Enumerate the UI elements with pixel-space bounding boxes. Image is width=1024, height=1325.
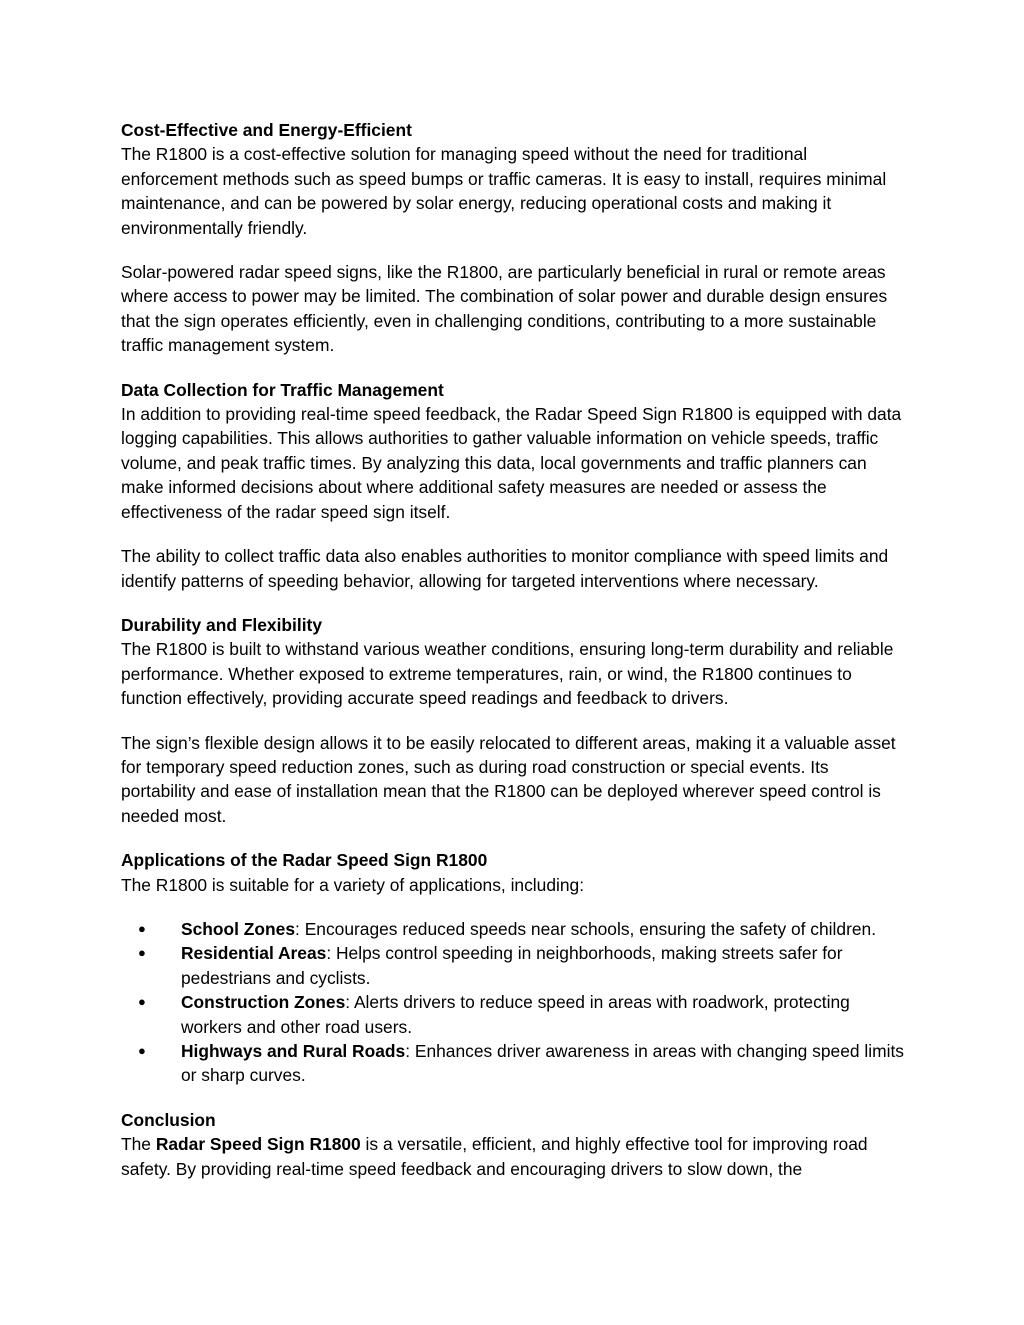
list-item-term: Residential Areas	[181, 943, 327, 964]
section-heading: Conclusion	[121, 1109, 216, 1130]
applications-list	[121, 917, 905, 1088]
list-item-term: School Zones	[181, 918, 296, 939]
paragraph-text: The R1800 is built to withstand various weather conditions, ensuring long-term durability and reliable performance. Whether exposed to extreme temperatures, rain, or wind, the R1800 continues to function effectively, providing accurate speed readings and feedback to drivers.	[121, 639, 894, 709]
list-item-desc: : Helps control speeding in neighborhoods, making streets safer for pedestrians and cyclists.	[181, 943, 843, 988]
list-item	[121, 1039, 905, 1088]
list-item-desc: : Enhances driver awareness in areas with changing speed limits or sharp curves.	[181, 1041, 904, 1086]
paragraph-text: The	[121, 1134, 156, 1155]
list-item	[121, 990, 905, 1039]
list-item-term: Highways and Rural Roads	[181, 1041, 406, 1061]
bullet-icon: ●	[138, 1043, 146, 1058]
section-paragraph	[121, 848, 905, 897]
section-heading: Durability and Flexibility	[121, 614, 322, 635]
paragraph-text: In addition to providing real-time speed feedback, the Radar Speed Sign R1800 is equipped with data logging capabilities. This allows authorities to gather valuable information on vehicle speeds, traffic volume, and peak traffic times. By analyzing this data, local governments and traffic planners can make informed decisions about where additional safety measures are needed or assess the effectiveness of the radar speed sign itself.	[121, 404, 902, 522]
section-heading: Applications of the Radar Speed Sign R1800	[121, 850, 488, 871]
section-applications	[121, 848, 905, 1088]
section-conclusion	[121, 1108, 905, 1181]
list-item	[121, 941, 905, 990]
list-item-desc: : Encourages reduced speeds near schools, ensuring the safety of children.	[295, 918, 877, 939]
paragraph-text: The R1800 is suitable for a variety of applications, including:	[121, 874, 585, 895]
bullet-icon: ●	[138, 920, 146, 936]
paragraph-text: is a versatile, efficient, and highly effective tool for improving road safety. By providing real-time speed feedback and encouraging drivers to slow down, the	[121, 1134, 868, 1179]
section-paragraph: The sign’s flexible design allows it to be easily relocated to different areas, making it a valuable asset for temporary speed reduction zones, such as during road construction or special events. Its portability and ease of installation mean that the R1800 can be deployed wherever speed control is needed most.	[121, 732, 896, 826]
section-data-collection	[121, 378, 905, 593]
list-item-desc: : Alerts drivers to reduce speed in areas with roadwork, protecting workers and other road users.	[181, 992, 850, 1037]
list-item	[121, 917, 905, 941]
document-page	[121, 118, 905, 1181]
product-name: Radar Speed Sign R1800	[155, 1134, 361, 1155]
section-paragraph	[121, 1108, 905, 1181]
bullet-icon: ●	[138, 994, 146, 1010]
section-paragraph: Solar-powered radar speed signs, like the R1800, are particularly beneficial in rural or remote areas where access to power may be limited. The combination of solar power and durable design ensures that the sign operates efficiently, even in challenging conditions, contributing to a more sustainable traffic management system.	[121, 262, 888, 356]
section-paragraph	[121, 378, 905, 524]
list-item-term: Construction Zones	[181, 992, 346, 1013]
section-heading: Cost-Effective and Energy-Efficient	[121, 120, 412, 140]
paragraph-text: The R1800 is a cost-effective solution for managing speed without the need for traditional enforcement methods such as speed bumps or traffic cameras. It is easy to install, requires minimal maintenance, and can be powered by solar energy, reducing operational costs and making it environmentally friendly.	[121, 144, 887, 238]
section-durability	[121, 613, 905, 828]
section-paragraph	[121, 118, 905, 240]
section-cost-effective	[121, 118, 905, 358]
bullet-icon: ●	[138, 945, 146, 961]
section-paragraph	[121, 613, 905, 711]
section-heading: Data Collection for Traffic Management	[121, 379, 444, 400]
section-paragraph: The ability to collect traffic data also enables authorities to monitor compliance with speed limits and identify patterns of speeding behavior, allowing for targeted interventions where necessary.	[121, 546, 889, 591]
